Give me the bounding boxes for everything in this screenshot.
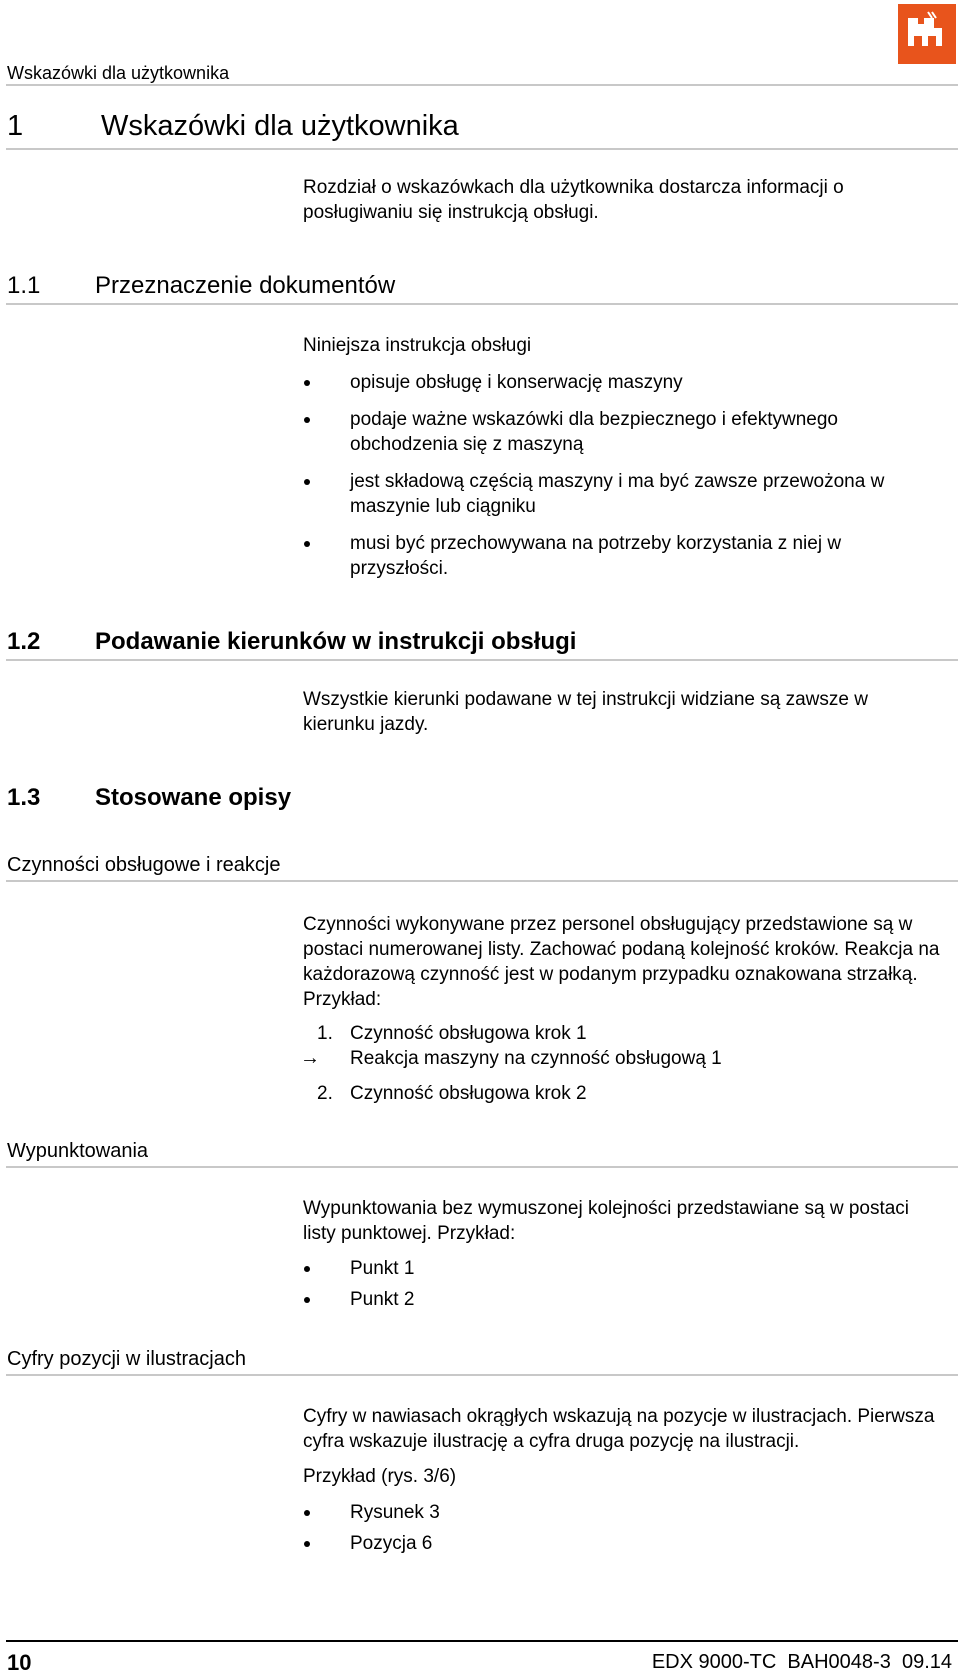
reaction-item: → Reakcja maszyny na czynność obsługową 1 bbox=[300, 1047, 722, 1069]
subheading-operations: Czynności obsługowe i reakcje bbox=[7, 854, 281, 876]
list-item: Punkt 1 bbox=[303, 1256, 943, 1281]
list-item: opisuje obsługę i konserwację maszyny bbox=[303, 370, 943, 395]
page-number: 10 bbox=[7, 1650, 32, 1675]
bullet-icon bbox=[304, 541, 310, 547]
arrow-right-icon: → bbox=[300, 1047, 320, 1069]
bullet-icon bbox=[304, 1510, 310, 1516]
section-number: 1.1 bbox=[7, 272, 41, 299]
section-1-1-lead: Niniejsza instrukcja obsługi bbox=[303, 335, 532, 356]
position-numbers-list bbox=[303, 1500, 943, 1556]
list-item: Rysunek 3 bbox=[303, 1500, 943, 1525]
bullet-icon bbox=[304, 417, 310, 423]
step-item: 2. Czynność obsługowa krok 2 bbox=[317, 1083, 587, 1104]
section-1-2-heading bbox=[7, 628, 576, 656]
bullet-icon bbox=[304, 1541, 310, 1547]
section-title: Przeznaczenie dokumentów bbox=[95, 272, 396, 299]
section-title: Stosowane opisy bbox=[95, 784, 292, 811]
section-1-1-heading bbox=[7, 272, 395, 300]
section-1-3-heading bbox=[7, 784, 291, 812]
position-numbers-example: Przykład (rys. 3/6) bbox=[303, 1466, 457, 1487]
chapter-intro: Rozdział o wskazówkach dla użytkownika dostarcza informacji o posługiwaniu się instrukcją obsługi. bbox=[303, 177, 844, 223]
amazone-logo bbox=[898, 4, 956, 64]
list-item: Punkt 2 bbox=[303, 1287, 943, 1312]
chapter-rule bbox=[6, 148, 958, 150]
subheading-rule bbox=[6, 880, 958, 882]
bullet-icon bbox=[304, 1266, 310, 1272]
operations-steps bbox=[300, 1021, 943, 1106]
bullet-icon bbox=[304, 479, 310, 485]
bullet-icon bbox=[304, 380, 310, 386]
bullets-text: Wypunktowania bez wymuszonej kolejności przedstawiane są w postaci listy punktowej. Przykład: bbox=[303, 1198, 910, 1244]
subheading-position-numbers: Cyfry pozycji w ilustracjach bbox=[7, 1348, 246, 1370]
section-number: 1.2 bbox=[7, 628, 41, 655]
list-item: Pozycja 6 bbox=[303, 1531, 943, 1556]
list-item: musi być przechowywana na potrzeby korzystania z niej w przyszłości. bbox=[303, 531, 943, 581]
header-rule bbox=[6, 84, 958, 86]
section-rule bbox=[6, 659, 958, 661]
step-number: 2. bbox=[317, 1083, 333, 1104]
chapter-heading bbox=[7, 110, 459, 143]
operations-text: Czynności wykonywane przez personel obsługujący przedstawione są w postaci numerowanej listy. Zachować podaną kolejność kroków. Reakcja na każdorazową czynność jest w podanym przypadku oznakowana strzałką. Przykład: bbox=[303, 914, 940, 1010]
bullets-example-list bbox=[303, 1256, 943, 1312]
position-numbers-text: Cyfry w nawiasach okrągłych wskazują na pozycje w ilustracjach. Pierwsza cyfra wskazuje ilustrację a cyfra druga pozycję na ilustracji. bbox=[303, 1406, 935, 1452]
section-title: Podawanie kierunków w instrukcji obsługi bbox=[95, 628, 577, 655]
step-number: 1. bbox=[317, 1023, 333, 1044]
section-rule bbox=[6, 303, 958, 305]
step-item: 1. Czynność obsługowa krok 1 bbox=[317, 1023, 587, 1044]
chapter-title: Wskazówki dla użytkownika bbox=[101, 110, 459, 142]
amazone-logo-icon bbox=[898, 4, 956, 64]
section-1-2-text: Wszystkie kierunki podawane w tej instrukcji widziane są zawsze w kierunku jazdy. bbox=[303, 689, 868, 735]
list-item: podaje ważne wskazówki dla bezpiecznego i efektywnego obchodzenia się z maszyną bbox=[303, 407, 943, 457]
chapter-number: 1 bbox=[7, 110, 24, 142]
bullet-icon bbox=[304, 1297, 310, 1303]
document-code: EDX 9000-TC BAH0048-3 09.14 bbox=[651, 1651, 952, 1673]
subheading-bullets: Wypunktowania bbox=[7, 1140, 149, 1162]
running-header-title: Wskazówki dla użytkownika bbox=[7, 63, 230, 83]
subheading-rule bbox=[6, 1166, 958, 1168]
subheading-rule bbox=[6, 1374, 958, 1376]
list-item: jest składową częścią maszyny i ma być zawsze przewożona w maszynie lub ciągniku bbox=[303, 469, 943, 519]
section-number: 1.3 bbox=[7, 784, 41, 811]
footer-rule bbox=[6, 1640, 958, 1642]
section-1-1-list bbox=[303, 370, 943, 581]
